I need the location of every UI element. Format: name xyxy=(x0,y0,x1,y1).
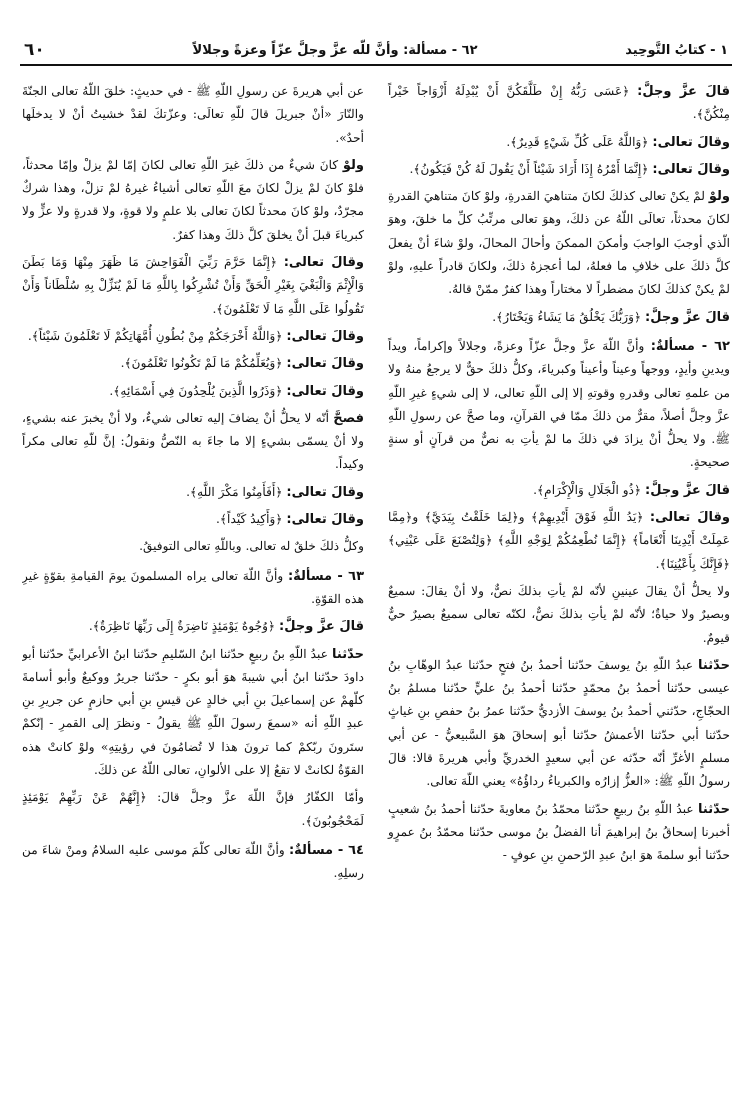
paragraph xyxy=(22,352,364,375)
paragraph-text: ﴿وُجُوهٌ يَوْمَئِذٍ نَاضِرَةٌ إِلَى رَبِّهَا نَاظِرَةٌ﴾. xyxy=(88,619,280,634)
paragraph xyxy=(22,407,364,477)
paragraph xyxy=(388,798,730,868)
paragraph xyxy=(22,786,364,833)
paragraph xyxy=(22,643,364,783)
paragraph xyxy=(22,481,364,504)
paragraph-lead: وقالَ تعالى: xyxy=(286,484,364,500)
paragraph xyxy=(22,80,364,150)
text-columns xyxy=(22,80,730,1090)
paragraph-text: عبدُ اللّهِ بنُ ربيعٍ حدّثنا محمّدُ بنُ معاويةَ حدّثنا أحمدُ بنُ شعيبٍ أخبرنا إسحاقُ بنُ إبراهيمَ أنا الفضلُ بنُ موسى حدّثنا محمّدُ بنُ عمرٍو حدّثنا أبو سلمةَ هوَ ابنُ عبدِ الرّحمنِ بنِ عوفٍ - xyxy=(388,801,730,863)
paragraph xyxy=(388,306,730,329)
paragraph-lead: وقالَ تعالى: xyxy=(649,510,730,526)
paragraph-text: وأمّا الكفّارُ فإنَّ اللّهَ عزَّ وجلَّ قالَ: ﴿إِنَّهُمْ عَنْ رَبِّهِمْ يَوْمَئِذٍ لَمَحْجُوبُونَ﴾. xyxy=(22,790,364,828)
paragraph xyxy=(388,479,730,502)
paragraph xyxy=(22,154,364,247)
paragraph-text: ﴿يَدُ اللَّهِ فَوْقَ أَيْدِيهِمْ﴾ و﴿لِمَا خَلَقْتُ بِيَدَيَّ﴾ و﴿مِمَّا عَمِلَتْ أَيْدِينَا أَنْعَاماً﴾ ﴿إِنَّمَا نُطْعِمُكُمْ لِوَجْهِ اللَّهِ﴾ ﴿وَلِتُصْنَعَ عَلَى عَيْنِي﴾ ﴿فَإِنَّكَ بِأَعْيُنِنَا﴾. xyxy=(388,510,730,571)
paragraph xyxy=(388,580,730,650)
paragraph xyxy=(22,565,364,612)
paragraph-text: ﴿وَذَرُوا الَّذِينَ يُلْحِدُونَ فِي أَسْمَائِهِ﴾. xyxy=(109,383,287,398)
paragraph-text: ﴿وَاللَّهُ أَخْرَجَكُمْ مِنْ بُطُونِ أُمَّهَاتِكُمْ لَا تَعْلَمُونَ شَيْئاً﴾. xyxy=(27,328,287,343)
paragraph xyxy=(388,131,730,154)
paragraph-text: وأنَّ اللّهَ تعالى يراه المسلمونَ يومَ القيامةِ بقوّةٍ غيرِ هذه القوّةِ. xyxy=(22,568,364,606)
paragraph xyxy=(22,615,364,638)
right-column xyxy=(384,80,730,1090)
issue-heading: ٦٣ - مسألةٌ: xyxy=(287,568,365,584)
paragraph-lead: وقالَ تعالى: xyxy=(286,512,364,528)
paragraph xyxy=(22,380,364,403)
paragraph xyxy=(388,654,730,794)
paragraph-lead: قالَ عزَّ وجلَّ: xyxy=(645,482,730,498)
paragraph-text: عبدُ اللّهِ بنُ يوسفَ حدّثنا أحمدُ بنُ فتحٍ حدّثنا عبدُ الوهّابِ بنُ عيسى حدّثنا أحمدُ بنُ محمّدٍ حدّثنا أحمدُ بنُ عليٍّ حدّثنا مسلمُ بنُ الحجّاجِ، حدّثني أحمدُ بنُ يوسفَ الأزديُّ حدّثنا عمرُ بنُ حفصِ بنِ غياثٍ حدّثنا أبي حدّثنا الأعمشُ حدّثنا أبو إسحاقَ هوَ السَّبيعيُّ - عن أبي مسلمٍ الأغرِّ أنّه حدّثه عن أبي سعيدٍ الخدريِّ وأبي هريرةَ قالا: قالَ رسولُ اللّهِ ﷺ: «العزُّ إزارُه والكبرياءُ رداؤُهُ» يعني اللّهَ تعالى. xyxy=(388,657,730,789)
paragraph xyxy=(22,535,364,558)
paragraph xyxy=(22,251,364,321)
paragraph-lead: حدّثنا xyxy=(698,801,730,817)
issue-heading: ٦٤ - مسألةٌ: xyxy=(288,842,364,858)
paragraph-lead: فصحَّ xyxy=(333,410,364,426)
paragraph-text: عن أبي هريرةَ عن رسولِ اللّهِ ﷺ - في حديثٍ: خلقَ اللّهُ تعالى الجنّةَ والنّارَ «أنْ جبريلَ قالَ للّهِ تعالَى: وعزّتكَ لقدْ خشيتُ أنْ لا يدخلَها أحدٌ». xyxy=(22,84,364,145)
paragraph-text: عبدُ اللّهِ بنُ ربيعٍ حدّثنا ابنُ السّليمِ حدّثنا ابنُ الأعرابيِّ حدّثنا أبو داودَ حدّثنا ابنُ أبي شيبةَ هوَ أبو بكرٍ - حدّثنا جريرٌ ووكيعٌ وأبو أسامةَ كلّهمْ عن إسماعيلَ بنِ أبي خالدٍ عن قيسِ بنِ أبي حازمٍ عن جريرِ بنِ عبدِ اللّهِ أنه «سمعَ رسولَ اللّهِ ﷺ يقولُ - ونظرَ إلى القمرِ - إنّكمْ ستَرونَ ربّكمْ كما ترونَ هذا لا تُضامُونَ في رؤيتِهِ» ولوْ كانتْ هذه القوّةُ لكانتْ لا تقعُ إلا على الألوانِ، تعالى اللّهُ عن ذلكَ. xyxy=(22,646,364,778)
paragraph xyxy=(22,508,364,531)
paragraph xyxy=(388,506,730,576)
paragraph-lead: وقالَ تعالى: xyxy=(652,134,730,150)
page-header xyxy=(20,36,732,66)
paragraph xyxy=(388,80,730,127)
paragraph xyxy=(388,335,730,475)
paragraph-text: أنّه لا يحلُّ أنْ يضافَ إليه تعالى شيءٌ، ولا أنْ يخبرَ عنه بشيءٍ، ولا أنْ يسمّى بشيءٍ إلا ما جاءَ به النّصُّ ونقولُ: إنَّ للّهِ تعالى مكراً وكيداً. xyxy=(22,410,364,472)
section-title: ٦٢ - مسألة: وأنَّ للّه عزَّ وجلَّ عزّاً وعزةً وجلالاً xyxy=(192,42,478,58)
paragraph-text: ﴿وَرَبُّكَ يَخْلُقُ مَا يَشَاءُ وَيَخْتَارُ﴾. xyxy=(492,309,646,324)
paragraph-lead: قالَ عزَّ وجلَّ: xyxy=(645,309,730,325)
paragraph-lead: حدّثنا xyxy=(332,646,364,662)
paragraph xyxy=(22,325,364,348)
issue-heading: ٦٢ - مسألةٌ: xyxy=(650,338,730,354)
paragraph-text: ﴿وَأَكِيدُ كَيْداً﴾. xyxy=(216,512,287,527)
left-column xyxy=(22,80,368,1090)
paragraph-text: ﴿إِنَّمَا حَرَّمَ رَبِّيَ الْفَوَاحِشَ مَا ظَهَرَ مِنْهَا وَمَا بَطَنَ وَالْإِثْمَ وَالْبَغْيَ بِغَيْرِ الْحَقِّ وَأَنْ تُشْرِكُوا بِاللَّهِ مَا لَمْ يُنَزِّلْ بِهِ سُلْطَاناً وَأَنْ تَقُولُوا عَلَى اللَّهِ مَا لَا تَعْلَمُونَ﴾. xyxy=(22,255,364,316)
paragraph-text: لمْ يكنْ تعالى كذلكَ لكانَ متناهيَ القدرةِ، ولوْ كانَ متناهيَ القدرةِ لكانَ محدثاً، تعالَى اللّهُ عن ذلكَ، وهوَ تعالى مرتِّبُ كلِّ ما خلقَ، وهوَ الّذي أوجبَ الواجبَ وأمكنَ الممكنَ وأحالَ المحالَ، ولوْ شاءَ أنْ يفعلَ كلَّ ذلكَ على خلافِ ما فعلهُ، لما أعجزهُ ذلكَ، ولكانَ قادراً عليهِ، ولوْ لمْ يكنْ كذلكَ لكانَ مضطراً لا مختاراً وهذا كفرٌ ممّنْ قالهُ. xyxy=(388,189,730,297)
paragraph-text: وكلُّ ذلكَ خلقٌ له تعالى. وباللّهِ تعالى التوفيقُ. xyxy=(139,539,364,554)
paragraph-text: ﴿وَيُعَلِّمُكُمْ مَا لَمْ تَكُونُوا تَعْلَمُونَ﴾. xyxy=(120,356,287,371)
paragraph-lead: وقالَ تعالى: xyxy=(286,356,364,372)
paragraph-text: كانَ شيءٌ من ذلكَ غيرَ اللّهِ تعالى لكانَ إمّا لمْ يزلْ وإمّا محدثاً، فلوْ كانَ لمْ يزلْ لكانَ معَ اللّهِ تعالى أشياءُ غيرهُ لمْ تزلْ، وهذا شركٌ مجرّدٌ، ولوْ كانَ محدثاً لكانَ تعالى بلا علمٍ ولا قوةٍ، ولا قدرةٍ ولا عزٍّ ولا كبرياءَ قبلَ أنْ يخلقَ كلَّ ذلكَ وهذا كفرٌ. xyxy=(22,157,364,242)
paragraph-text: ﴿ذُو الْجَلَالِ وَالْإِكْرَامِ﴾. xyxy=(533,482,646,497)
paragraph xyxy=(388,185,730,301)
paragraph-text: ﴿وَاللَّهُ عَلَى كُلِّ شَيْءٍ قَدِيرٌ﴾. xyxy=(506,134,653,149)
paragraph-lead: وقالَ تعالى: xyxy=(286,383,364,399)
paragraph xyxy=(22,839,364,886)
paragraph-text: وأنَّ اللّهَ تعالى كلّمَ موسى عليه السلامُ ومنْ شاءَ من رسلِهِ. xyxy=(22,842,364,881)
page-number: ٦٠ xyxy=(24,40,45,60)
paragraph-lead: وقالَ تعالى: xyxy=(652,161,730,177)
paragraph-lead: ولوْ xyxy=(708,189,730,205)
paragraph-text: ﴿عَسَى رَبُّهُ إِنْ طَلَّقَكُنَّ أَنْ يُبْدِلَهُ أَزْوَاجاً خَيْراً مِنْكُنَّ﴾. xyxy=(388,84,730,122)
paragraph-lead: قالَ عزَّ وجلَّ: xyxy=(279,619,364,635)
paragraph-lead: حدّثنا xyxy=(698,657,730,673)
paragraph-text: وأنَّ اللّهَ عزَّ وجلَّ عزّاً وعزةً، وجلالاً وإكراماً، ويداً ويدينِ وأيدٍ، ووجهاً وعيناً وأعيناً وكبرياءَ، وكلُّ ذلكَ حقٌّ لا يرجعُ منهُ ولا من علمهِ تعالى وقدرهِ وقوتهِ إلا إلى اللّهِ تعالى، لا إلى شيءٍ غيرِ اللّهِ عزَّ وجلَّ أصلاً، مقرٌّ من ذلكَ ممّا في القرآنِ، وما صحَّ عن رسولِ اللّهِ ﷺ. ولا يحلُّ أنْ يزادَ في ذلكَ ما لمْ يأتِ به نصٌّ من قرآنٍ أو سنةٍ صحيحةٍ. xyxy=(388,338,730,470)
paragraph xyxy=(388,158,730,181)
paragraph-text: ﴿أَفَأَمِنُوا مَكْرَ اللَّهِ﴾. xyxy=(186,484,287,499)
paragraph-text: ﴿إِنَّمَا أَمْرُهُ إِذَا أَرَادَ شَيْئاً أَنْ يَقُولَ لَهُ كُنْ فَيَكُونُ﴾. xyxy=(409,161,653,176)
paragraph-lead: ولوْ xyxy=(342,157,364,173)
paragraph-lead: وقالَ تعالى: xyxy=(283,255,364,271)
paragraph-lead: وقالَ تعالى: xyxy=(286,328,364,344)
paragraph-text: ولا يحلُّ أنْ يقالَ عينينِ لأنّه لمْ يأتِ بذلكَ نصٌّ، ولا أنْ يقالَ: سميعٌ وبصيرٌ ولا حياةٌ؛ لأنّه لمْ يأتِ بذلكَ نصٌّ، لكنّه تعالى سميعٌ بصيرٌ حيٌّ قيومٌ. xyxy=(388,583,730,645)
paragraph-lead: قالَ عزَّ وجلَّ: xyxy=(637,84,730,99)
book-title: ١ - كتابُ التَّوحِيد xyxy=(625,42,728,58)
